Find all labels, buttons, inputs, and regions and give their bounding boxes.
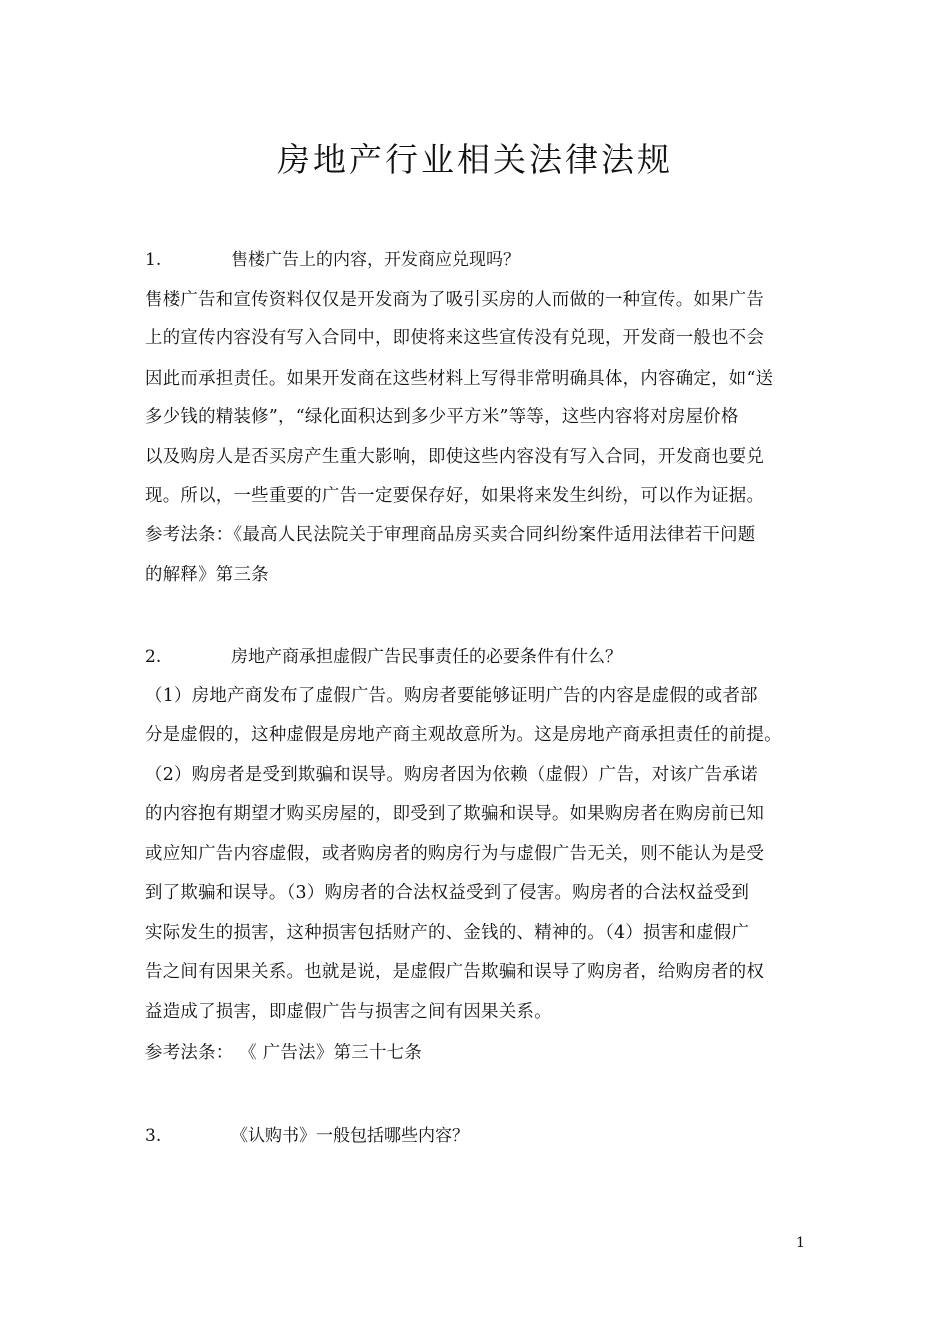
section-1-number: 1. bbox=[145, 250, 162, 270]
section-2-line-4: 的内容抱有期望才购买房屋的，即受到了欺骗和误导。如果购房者在购房前已知 bbox=[145, 804, 765, 824]
section-2-line-1: （1）房地产商发布了虚假广告。购房者要能够证明广告的内容是虚假的或者部 bbox=[145, 686, 758, 706]
section-2-line-7: 实际发生的损害，这种损害包括财产的、金钱的、精神的。（4）损害和虚假广 bbox=[145, 923, 750, 943]
section-2-line-8: 告之间有因果关系。也就是说，是虚假广告欺骗和误导了购房者，给购房者的权 bbox=[145, 962, 765, 982]
section-1-reference-cont: 的解释》第三条 bbox=[145, 565, 269, 585]
section-2-line-6: 到了欺骗和误导。（3）购房者的合法权益受到了侵害。购房者的合法权益受到 bbox=[145, 883, 750, 903]
section-2-line-3: （2）购房者是受到欺骗和误导。购房者因为依赖（虚假）广告，对该广告承诺 bbox=[145, 765, 758, 785]
section-2-reference: 参考法条： 《 广告法》第三十七条 bbox=[145, 1043, 423, 1063]
section-2-number: 2. bbox=[145, 647, 162, 667]
section-1-reference: 参考法条：《最高人民法院关于审理商品房买卖合同纠纷案件适用法律若干问题 bbox=[145, 525, 756, 545]
section-2-heading bbox=[145, 645, 825, 669]
section-1-line-3: 因此而承担责任。如果开发商在这些材料上写得非常明确具体，内容确定，如“送 bbox=[145, 369, 774, 389]
section-3-question: 《认购书》一般包括哪些内容？ bbox=[231, 1126, 469, 1146]
section-2-line-5: 或应知广告内容虚假，或者购房者的购房行为与虚假广告无关，则不能认为是受 bbox=[145, 844, 765, 864]
section-1-question: 售楼广告上的内容，开发商应兑现吗？ bbox=[231, 250, 520, 270]
section-3-number: 3. bbox=[145, 1126, 162, 1146]
page-number: 1 bbox=[796, 1235, 805, 1251]
section-2-line-9: 益造成了损害，即虚假广告与损害之间有因果关系。 bbox=[145, 1002, 552, 1022]
section-1-line-4: 多少钱的精装修”，“绿化面积达到多少平方米”等等，这些内容将对房屋价格 bbox=[145, 407, 739, 427]
section-3-heading bbox=[145, 1124, 825, 1148]
section-2-question: 房地产商承担虚假广告民事责任的必要条件有什么？ bbox=[231, 647, 622, 667]
section-1-line-6: 现。所以，一些重要的广告一定要保存好，如果将来发生纠纷，可以作为证据。 bbox=[145, 486, 765, 506]
section-2-line-2: 分是虚假的，这种虚假是房地产商主观故意所为。这是房地产商承担责任的前提。 bbox=[145, 725, 782, 745]
document-title: 房地产行业相关法律法规 bbox=[277, 140, 673, 179]
section-1-line-5: 以及购房人是否买房产生重大影响，即使这些内容没有写入合同，开发商也要兑 bbox=[145, 447, 765, 467]
section-1-line-2: 上的宣传内容没有写入合同中，即使将来这些宣传没有兑现，开发商一般也不会 bbox=[145, 328, 765, 348]
section-1-line-1: 售楼广告和宣传资料仅仅是开发商为了吸引买房的人而做的一种宣传。如果广告 bbox=[145, 290, 765, 310]
section-1-heading bbox=[145, 248, 825, 272]
